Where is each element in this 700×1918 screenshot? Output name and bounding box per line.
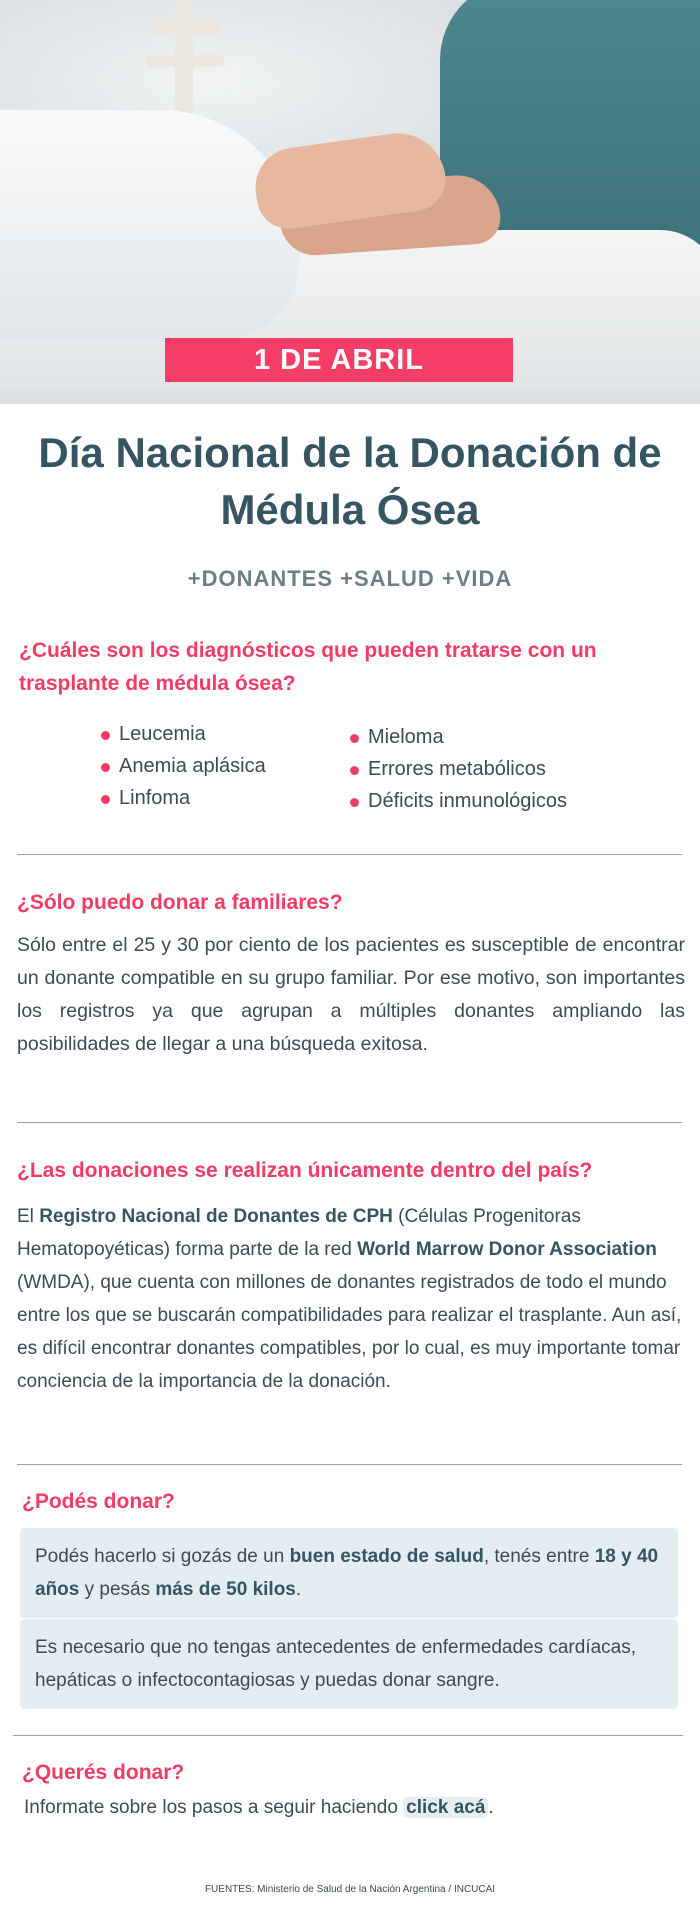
highlight-edad: 18 y 40 años: [35, 1546, 659, 1600]
text-segment: y pesás: [79, 1579, 156, 1600]
skeleton-rib: [150, 20, 220, 34]
question-queres: ¿Querés donar?: [22, 1761, 185, 1784]
list-item: Anemia aplásica: [101, 750, 321, 782]
sources-footer: FUENTES: Ministerio de Salud de la Nación Argentina / INCUCAI: [204, 1884, 496, 1895]
requirements-box: [20, 1528, 678, 1618]
highlight-peso: más de 50 kilos: [155, 1579, 296, 1600]
list-item: Errores metabólicos: [350, 753, 650, 785]
divider: [17, 1122, 682, 1123]
divider: [17, 854, 682, 855]
divider: [17, 1464, 682, 1465]
text-segment: Podés hacerlo si gozás de un: [35, 1546, 290, 1567]
list-item: Linfoma: [101, 782, 321, 814]
text-segment: (Células Progenitoras Hematopoyéticas) forma parte de la red: [17, 1206, 581, 1260]
highlight-registro: Registro Nacional de Donantes de CPH: [39, 1206, 393, 1227]
answer-queres: [24, 1791, 684, 1824]
question-diagnosticos: ¿Cuáles son los diagnósticos que pueden tratarse con un trasplante de médula ósea?: [19, 639, 597, 695]
question-pais: ¿Las donaciones se realizan únicamente dentro del país?: [17, 1159, 593, 1182]
question-familiares: ¿Sólo puedo donar a familiares?: [17, 891, 343, 914]
text-segment: (WMDA), que cuenta con millones de donantes registrados de todo el mundo entre los que se buscarán compatibilidades para realizar el trasplante. Aun así, es difícil encontrar donantes compatibles, por lo cual, es muy importante tomar conciencia de la importancia de la donación.: [17, 1272, 682, 1392]
highlight-wmda: World Marrow Donor Association: [357, 1239, 657, 1260]
date-badge: 1 DE ABRIL: [165, 338, 513, 382]
slogan: +DONANTES +SALUD +VIDA: [187, 566, 513, 591]
text-segment: El: [17, 1206, 40, 1227]
diagnostics-list-left: [101, 718, 321, 814]
highlight-salud: buen estado de salud: [289, 1546, 484, 1567]
question-podes: ¿Podés donar?: [22, 1490, 175, 1513]
diagnostics-list-right: [350, 721, 650, 817]
conditions-box: [20, 1619, 678, 1709]
list-item: Leucemia: [101, 718, 321, 750]
text-segment: Informate sobre los pasos a seguir haciendo: [24, 1797, 404, 1818]
page-title: Día Nacional de la Donación de Médula Ósea: [38, 429, 662, 533]
text-segment: , tenés entre: [483, 1546, 595, 1567]
answer-pais: [17, 1200, 687, 1398]
text-segment: .: [488, 1797, 494, 1818]
list-item: Mieloma: [350, 721, 650, 753]
conditions-text: Es necesario que no tengas antecedentes de enfermedades cardíacas, hepáticas o infectocontagiosas y puedas donar sangre.: [35, 1637, 637, 1691]
requirements-text: [20, 1528, 678, 1618]
text-segment: .: [295, 1579, 302, 1600]
skeleton-rib: [145, 55, 225, 67]
list-item: Déficits inmunológicos: [350, 785, 650, 817]
divider: [13, 1735, 683, 1736]
click-here-link[interactable]: click acá: [403, 1797, 488, 1818]
answer-familiares: Sólo entre el 25 y 30 por ciento de los pacientes es susceptible de encontrar un donante compatible en su grupo familiar. Por ese motivo, son importantes los registros ya que agrupan a múltiples donantes ampliando las posibilidades de llegar a una búsqueda exitosa.: [17, 934, 685, 1055]
